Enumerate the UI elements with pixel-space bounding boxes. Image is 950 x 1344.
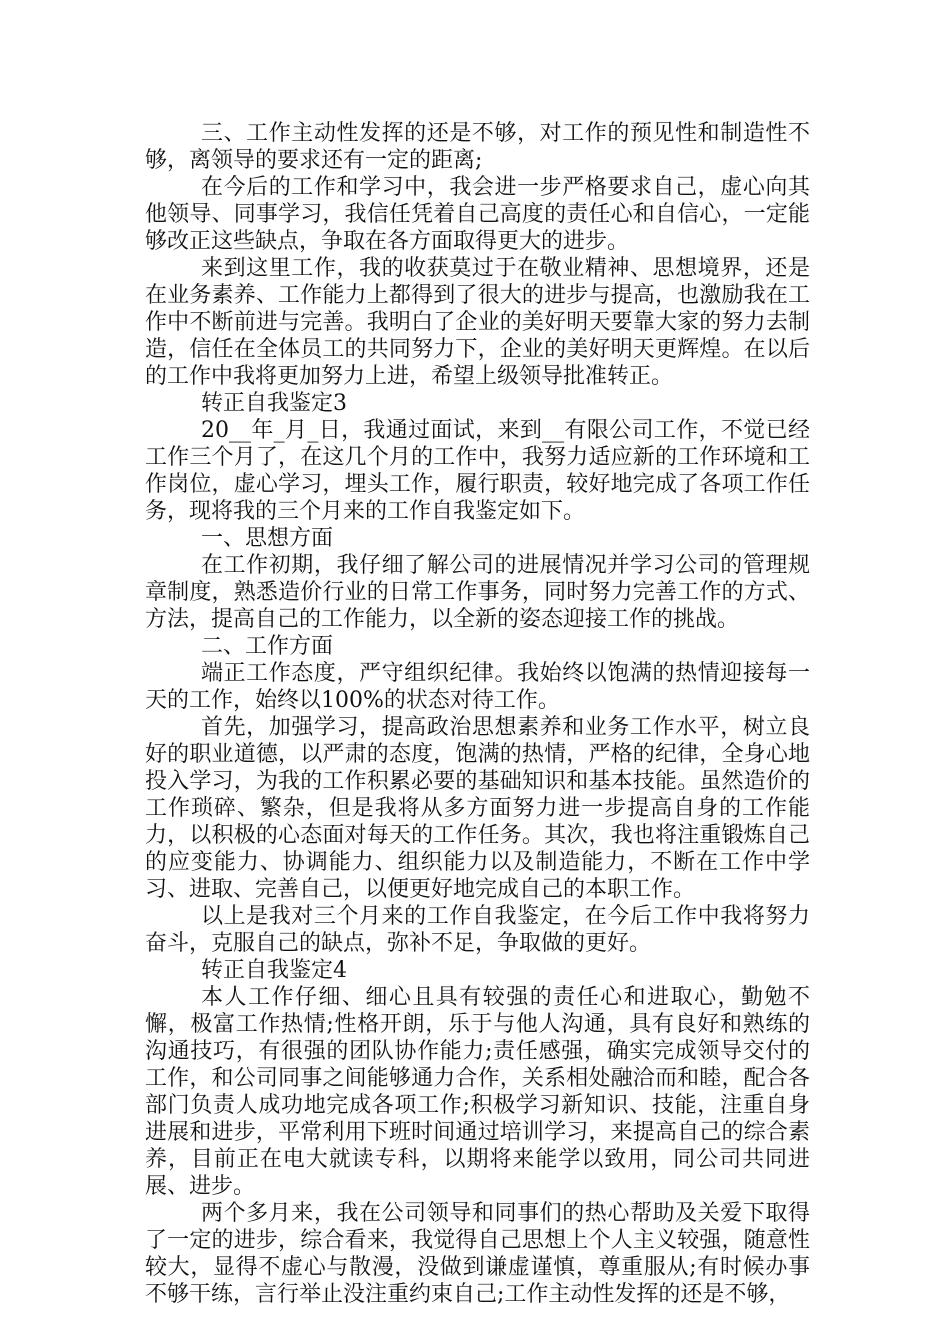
- paragraph-shortcoming-initiative: 三、工作主动性发挥的还是不够，对工作的预见性和制造性不够，离领导的要求还有一定的距离;: [145, 121, 810, 173]
- paragraph-thought: 在工作初期，我仔细了解公司的进展情况并学习公司的管理规章制度，熟悉造价行业的日常工作事务，同时努力完善工作的方式、方法，提高自己的工作能力，以全新的姿态迎接工作的挑战。: [145, 553, 810, 632]
- paragraph-future-plan: 在今后的工作和学习中，我会进一步严格要求自己，虚心向其他领导、同事学习，我信任凭着自己高度的责任心和自信心，一定能够改正这些缺点，争取在各方面取得更大的进步。: [145, 175, 810, 254]
- paragraph-summary-3: 以上是我对三个月来的工作自我鉴定，在今后工作中我将努力奋斗，克服自己的缺点，弥补不足，争取做的更好。: [145, 904, 810, 956]
- subheading-work: 二、工作方面: [201, 634, 334, 659]
- paragraph-gains: 来到这里工作，我的收获莫过于在敬业精神、思想境界，还是在业务素养、工作能力上都得到了很大的进步与提高，也激励我在工作中不断前进与完善。我明白了企业的美好明天要靠大家的努力去制造，信任在全体员工的共同努力下，企业的美好明天更辉煌。在以后的工作中我将更加努力上进，希望上级领导批准转正。: [145, 256, 810, 389]
- paragraph-two-months: 两个多月来，我在公司领导和同事们的热心帮助及关爱下取得了一定的进步，综合看来，我觉得自己思想上个人主义较强，随意性较大，显得不虚心与散漫，没做到谦虚谨慎，尊重服从;有时候办事不够干练，言行举止没注重约束自己;工作主动性发挥的还是不够，: [145, 1201, 810, 1307]
- section-heading-4: 转正自我鉴定4: [201, 958, 347, 983]
- document-page: [145, 120, 810, 1308]
- section-heading-3: 转正自我鉴定3: [201, 391, 347, 416]
- subheading-thought: 一、思想方面: [201, 526, 334, 551]
- paragraph-study: 首先，加强学习，提高政治思想素养和业务工作水平，树立良好的职业道德，以严肃的态度，饱满的热情，严格的纪律，全身心地投入学习，为我的工作积累必要的基础知识和基本技能。虽然造价的工作琐碎、繁杂，但是我将从多方面努力进一步提高自身的工作能力，以积极的心态面对每天的工作任务。其次，我也将注重锻炼自己的应变能力、协调能力、组织能力以及制造能力，不断在工作中学习、进取、完善自己，以便更好地完成自己的本职工作。: [145, 715, 810, 902]
- paragraph-self-description: 本人工作仔细、细心且具有较强的责任心和进取心，勤勉不懈，极富工作热情;性格开朗，乐于与他人沟通，具有良好和熟练的沟通技巧，有很强的团队协作能力;责任感强，确实完成领导交付的工作，和公司同事之间能够通力合作，关系相处融洽而和睦，配合各部门负责人成功地完成各项工作;积极学习新知识、技能，注重自身进展和进步，平常利用下班时间通过培训学习，来提高自己的综合素养，目前正在电大就读专科，以期将来能学以致用，同公司共同进展、进步。: [145, 985, 810, 1199]
- paragraph-attitude: 端正工作态度，严守组织纪律。我始终以饱满的热情迎接每一天的工作，始终以100%的状态对待工作。: [145, 661, 810, 713]
- paragraph-intro-3: 20__年_月_日，我通过面试，来到__有限公司工作，不觉已经工作三个月了，在这几个月的工作中，我努力适应新的工作环境和工作岗位，虚心学习，埋头工作，履行职责，较好地完成了各项工作任务，现将我的三个月来的工作自我鉴定如下。: [145, 418, 810, 524]
